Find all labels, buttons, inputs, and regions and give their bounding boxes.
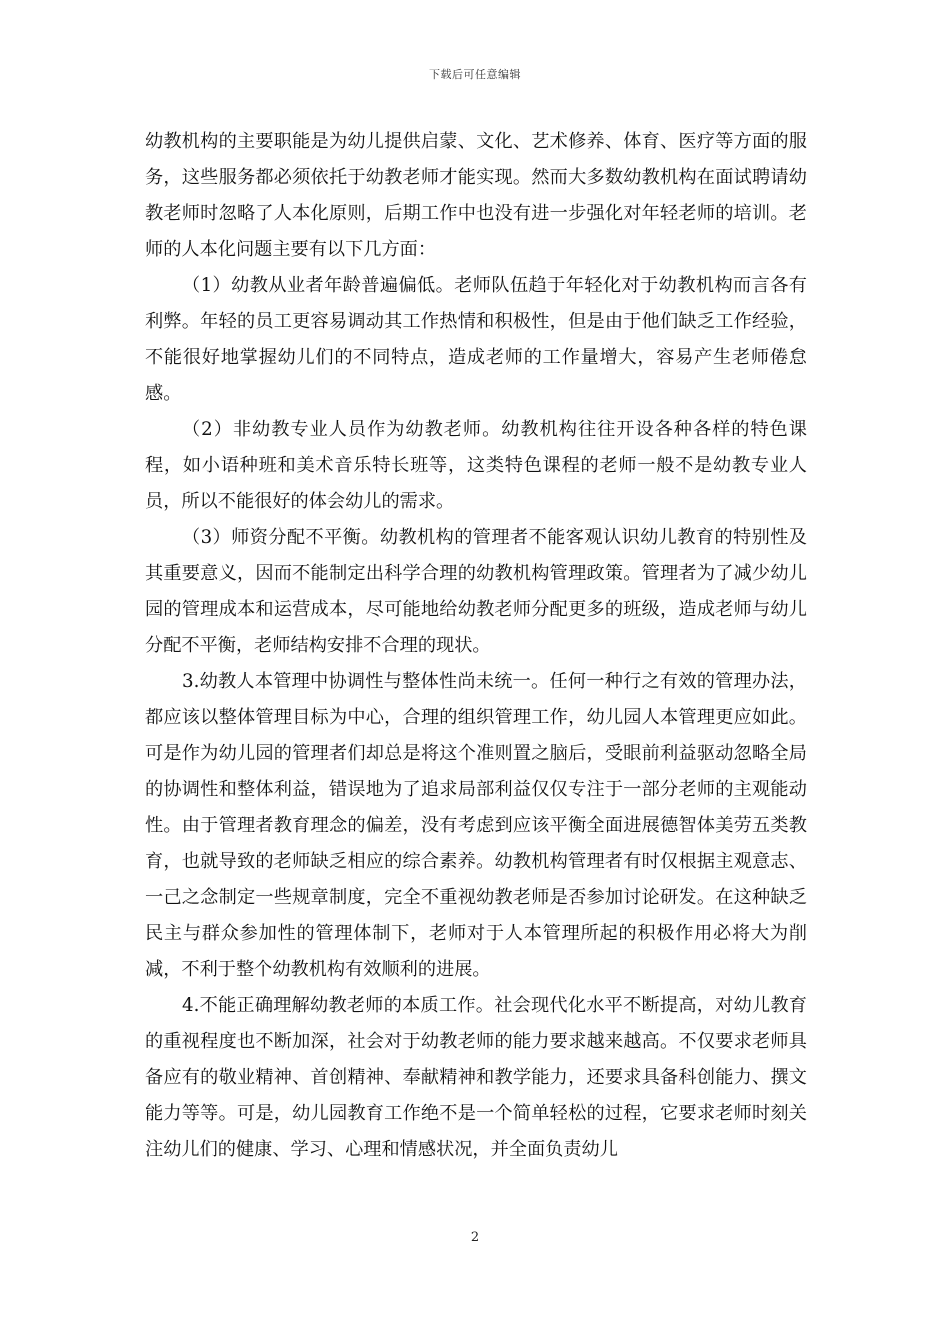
body-paragraph: （1）幼教从业者年龄普遍偏低。老师队伍趋于年轻化对于幼教机构而言各有利弊。年轻的员工更容易调动其工作热情和积极性，但是由于他们缺乏工作经验，不能很好地掌握幼儿们的不同特点，造成老师的工作量增大，容易产生老师倦怠感。	[145, 275, 807, 404]
document-body	[145, 124, 807, 1168]
page-header: 下载后可任意编辑	[429, 68, 521, 81]
body-paragraph: 3.幼教人本管理中协调性与整体性尚未统一。任何一种行之有效的管理办法，都应该以整体管理目标为中心，合理的组织管理工作，幼儿园人本管理更应如此。可是作为幼儿园的管理者们却总是将这个准则置之脑后，受眼前利益驱动忽略全局的协调性和整体利益，错误地为了追求局部利益仅仅专注于一部分老师的主观能动性。由于管理者教育理念的偏差，没有考虑到应该平衡全面进展德智体美劳五类教育，也就导致的老师缺乏相应的综合素养。幼教机构管理者有时仅根据主观意志、一己之念制定一些规章制度，完全不重视幼教老师是否参加讨论研发。在这种缺乏民主与群众参加性的管理体制下，老师对于人本管理所起的积极作用必将大为削减，不利于整个幼教机构有效顺利的进展。	[145, 671, 807, 980]
page-number: 2	[470, 1230, 480, 1245]
body-paragraph: 4.不能正确理解幼教老师的本质工作。社会现代化水平不断提高，对幼儿教育的重视程度也不断加深，社会对于幼教老师的能力要求越来越高。不仅要求老师具备应有的敬业精神、首创精神、奉献精神和教学能力，还要求具备科创能力、撰文能力等等。可是，幼儿园教育工作绝不是一个简单轻松的过程，它要求老师时刻关注幼儿们的健康、学习、心理和情感状况，并全面负责幼儿	[145, 995, 807, 1160]
body-paragraph: （2）非幼教专业人员作为幼教老师。幼教机构往往开设各种各样的特色课程，如小语种班和美术音乐特长班等，这类特色课程的老师一般不是幼教专业人员，所以不能很好的体会幼儿的需求。	[145, 419, 807, 512]
body-paragraph: 幼教机构的主要职能是为幼儿提供启蒙、文化、艺术修养、体育、医疗等方面的服务，这些服务都必须依托于幼教老师才能实现。然而大多数幼教机构在面试聘请幼教老师时忽略了人本化原则，后期工作中也没有进一步强化对年轻老师的培训。老师的人本化问题主要有以下几方面：	[145, 131, 807, 260]
body-paragraph: （3）师资分配不平衡。幼教机构的管理者不能客观认识幼儿教育的特别性及其重要意义，因而不能制定出科学合理的幼教机构管理政策。管理者为了减少幼儿园的管理成本和运营成本，尽可能地给幼教老师分配更多的班级，造成老师与幼儿分配不平衡，老师结构安排不合理的现状。	[145, 527, 807, 656]
